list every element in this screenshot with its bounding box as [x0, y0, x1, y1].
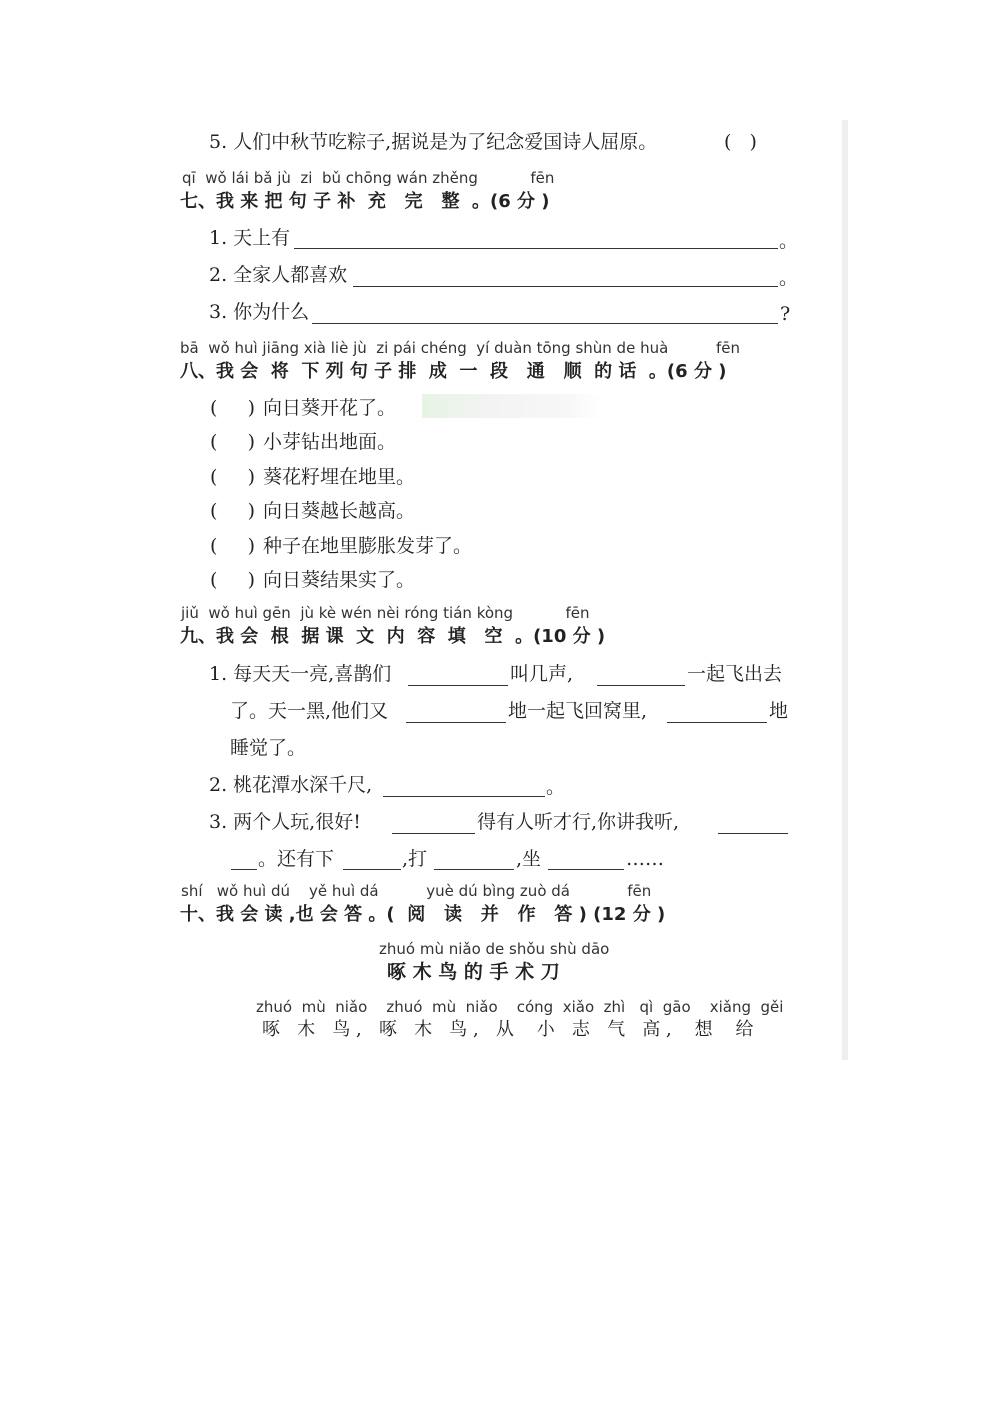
- s8-item1-paren[interactable]: ( ): [210, 397, 256, 419]
- s8-item3-text: 葵花籽埋在地里。: [263, 466, 416, 488]
- s8-pinyin: bā wǒ huì jiāng xià liè jù zi pái chéng yí duàn tōng shùn de huà fēn: [180, 339, 740, 357]
- s9-q1-blank3[interactable]: [406, 722, 506, 723]
- s8-item3-paren[interactable]: ( ): [210, 466, 256, 488]
- s9-q1-text-b: 叫几声,: [510, 663, 574, 685]
- s8-item4-text: 向日葵越长越高。: [263, 500, 416, 522]
- s9-q3-text-e: ,坐: [516, 848, 542, 870]
- s8-item5-text: 种子在地里膨胀发芽了。: [263, 535, 473, 557]
- s9-heading: 九、我 会 根 据 课 文 内 容 填 空 。(10 分 ): [180, 626, 606, 647]
- s7-pinyin: qī wǒ lái bǎ jù zi bǔ chōng wán zhěng fēn: [182, 169, 555, 187]
- s7-item3-label: 3. 你为什么: [209, 301, 310, 323]
- s7-item1-label: 1. 天上有: [209, 227, 291, 249]
- s8-item5-paren[interactable]: ( ): [210, 535, 256, 557]
- s7-item1-end: 。: [779, 230, 799, 252]
- s10-line1-text: 啄 木 鸟 , 啄 木 鸟 , 从 小 志 气 高 , 想 给: [262, 1019, 754, 1040]
- s9-q1-text-a: 1. 每天天一亮,喜鹊们: [209, 663, 392, 685]
- s10-passage-title: 啄 木 鸟 的 手 术 刀: [387, 961, 560, 983]
- s9-q3-text-d: ,打: [402, 848, 428, 870]
- q6-item5-text: 5. 人们中秋节吃粽子,据说是为了纪念爱国诗人屈原。: [209, 131, 658, 153]
- s10-title-pinyin: zhuó mù niǎo de shǒu shù dāo: [379, 940, 610, 958]
- s9-q1-text-c: 一起飞出去: [687, 663, 783, 685]
- s9-q1-text-e: 地一起飞回窝里,: [508, 700, 648, 722]
- s7-item1-blank[interactable]: [294, 248, 778, 249]
- s9-q1-blank1[interactable]: [408, 685, 508, 686]
- s9-q2-text-a: 2. 桃花潭水深千尺,: [209, 774, 373, 796]
- s8-item6-text: 向日葵结果实了。: [263, 569, 416, 591]
- s7-item2-blank[interactable]: [353, 286, 778, 287]
- s7-item3-blank[interactable]: [312, 323, 778, 324]
- s8-item6-paren[interactable]: ( ): [210, 569, 256, 591]
- s9-q1-text-d: 了。天一黑,他们又: [230, 700, 389, 722]
- s9-q3-blank5[interactable]: [548, 869, 624, 870]
- s9-q3-blank4[interactable]: [434, 869, 514, 870]
- s7-item2-end: 。: [779, 267, 799, 289]
- s7-item2-label: 2. 全家人都喜欢: [209, 264, 348, 286]
- s9-q1-text-g: 睡觉了。: [230, 737, 307, 759]
- s8-heading: 八、我 会 将 下 列 句 子 排 成 一 段 通 顺 的 话 。(6 分 ): [180, 361, 727, 382]
- s9-q1-text-f: 地: [769, 700, 789, 722]
- smudge-mark: [422, 394, 602, 418]
- s7-item3-end: ?: [780, 303, 791, 325]
- scan-edge: [842, 120, 848, 1060]
- s8-item2-text: 小芽钻出地面。: [263, 431, 397, 453]
- s9-q2-blank[interactable]: [383, 796, 545, 797]
- s8-item4-paren[interactable]: ( ): [210, 500, 256, 522]
- s9-q3-blank2[interactable]: [718, 833, 788, 834]
- s9-q1-blank2[interactable]: [597, 685, 685, 686]
- s9-q1-blank4[interactable]: [667, 722, 767, 723]
- s9-q3-text-b: 得有人听才行,你讲我听,: [477, 811, 680, 833]
- s10-pinyin: shí wǒ huì dú yě huì dá yuè dú bìng zuò dá fēn: [181, 882, 652, 900]
- s9-q3-text-a: 3. 两个人玩,很好!: [209, 811, 361, 833]
- s9-q2-text-b: 。: [546, 776, 566, 798]
- s9-q3-text-c: 。还有下: [258, 848, 335, 870]
- s9-q3-blank1[interactable]: [392, 833, 475, 834]
- s9-q3-text-f: ……: [626, 848, 664, 870]
- s8-item2-paren[interactable]: ( ): [210, 431, 256, 453]
- q6-item5-paren: ( ): [724, 131, 757, 153]
- s9-q3-blank2-cont[interactable]: [231, 869, 257, 870]
- s8-item1-text: 向日葵开花了。: [263, 397, 397, 419]
- s7-heading: 七、我 来 把 句 子 补 充 完 整 。(6 分 ): [180, 191, 550, 212]
- s10-line1-pinyin: zhuó mù niǎo zhuó mù niǎo cóng xiǎo zhì qì gāo xiǎng gěi: [256, 998, 784, 1016]
- s9-pinyin: jiǔ wǒ huì gēn jù kè wén nèi róng tián kòng fēn: [181, 604, 590, 622]
- s10-heading: 十、我 会 读 ,也 会 答 。( 阅 读 并 作 答 ) (12 分 ): [180, 904, 666, 925]
- s9-q3-blank3[interactable]: [343, 869, 401, 870]
